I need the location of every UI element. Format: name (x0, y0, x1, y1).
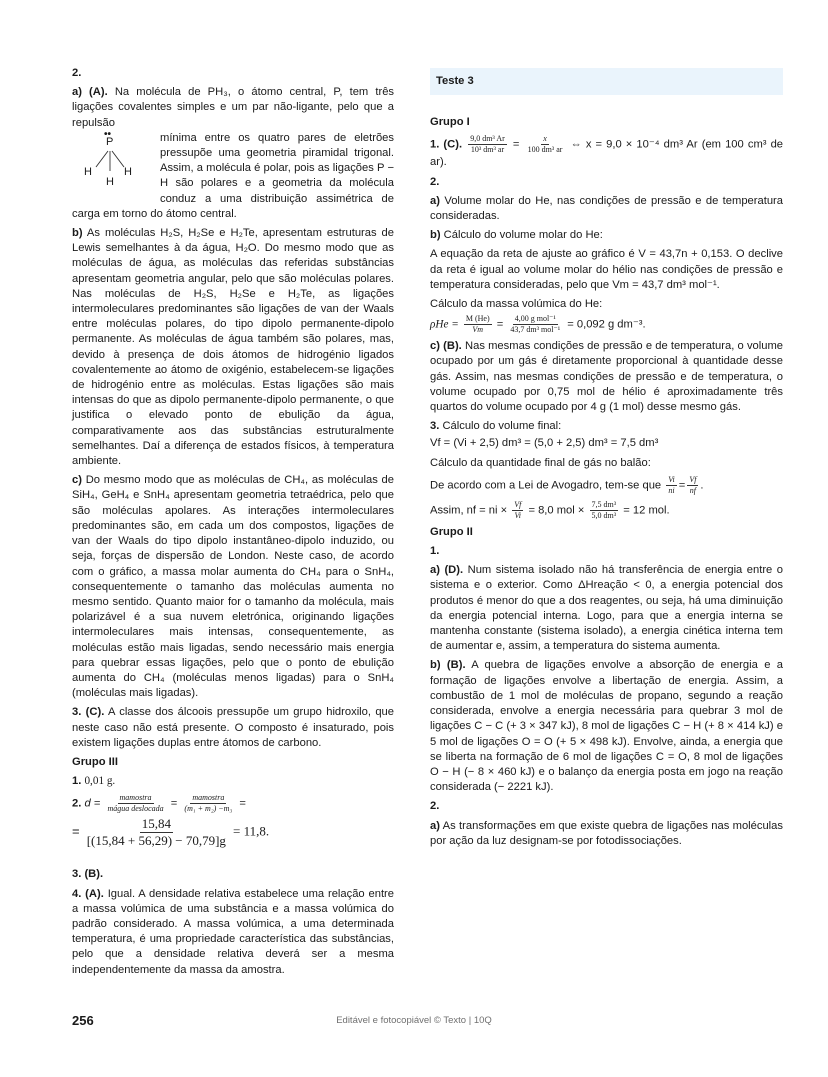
answer-2b-label: b) (72, 227, 83, 240)
fraction-numerator: 7,5 dm³ (591, 499, 617, 509)
grupo-ii-question-1-number: 1. (430, 545, 440, 558)
page-number: 256 (72, 1013, 94, 1028)
fraction-denominator: [(15,84 + 56,29) − 70,79]g (86, 833, 226, 849)
fraction-numerator: mamostra (192, 793, 225, 803)
fraction-denominator: ni (668, 485, 675, 495)
volume-ratio-fraction (512, 500, 523, 521)
answer-2b-text: As moléculas H₂S, H₂Se e H₂Te, apresentam estruturas de Lewis semelhantes à da água, H₂O. Do mesmo modo que as moléculas de água, as moléculas das referidas substâncias apresentam geometria angular, pelo que são moléculas polares. Nas moléculas de H₂S, H₂Se e H₂Te, as ligações intermoleculares predominantes são ligações de van der Waals entre moléculas polares, do tipo dipolo permanente-dipolo permanente. As moléculas de água também são polares, mas, devido à presença de dois átomos de hidrogénio ligados covalentemente ao átomo de oxigénio, estabelecem-se ligações de hidrogénio entre as moléculas. Estas ligações são mais intensas do que as dipolo permanente-dipolo permanente, o que justifica o elevado ponto de ebulição da água, comparativamente aos das substâncias estruturalmente semelhantes. Daí a diferença de estados físicos, à temperatura ambiente. (72, 227, 395, 468)
rho-symbol: ρHe = (430, 318, 459, 331)
grupo-iii-answer-4-text: Igual. A densidade relativa estabelece uma relação entre a massa volúmica de uma substância e a massa volúmica do padrão considerado. A massa volúmica, a uma determinada temperatura, é uma propriedade característica das substâncias, pelo que a densidade relativa deverá ser a mesma independentemente da massa da amostra. (72, 887, 395, 976)
equals-sign: = (678, 479, 686, 492)
grupo-i-answer-2c-text: Nas mesmas condições de pressão e de temperatura, o volume ocupado por um gás é diretamente proporcional à quantidade desse gás. Assim, nas mesmas condições de pressão e de temperatura, o volume ocupado por 0,75 mol de hélio é aproximadamente três quartos do volume ocupado por 4 g (1 mol) desse mesmo gás. (430, 340, 784, 414)
avogadro-fraction-1 (666, 475, 677, 496)
grupo-i-answer-1-result: ⇔ x = 9,0 × 10⁻⁴ dm³ Ar (em 100 cm³ de ar). (430, 138, 784, 169)
grupo-ii-answer-2a-text: As transformações em que existe quebra de ligações nas moléculas por ação da luz designam-se por fotodissociações. (430, 819, 783, 847)
grupo-iii-answer-4-label: 4. (A). (72, 887, 104, 900)
grupo-ii-answer-1a-text: Num sistema isolado não há transferência de energia entre o sistema e o exterior. Como ΔHreação < 0, a energia potencial dos produtos é menor do que a dos reagentes, ou seja, há uma diminuição da energia potencial interna. Logo, para que a energia interna se mantenha constante (sistema isolado), a energia cinética interna tem de aumentar e, assim, a temperatura do sistema aumenta. (430, 564, 783, 653)
grupo-i-answer-2a-label: a) (430, 194, 440, 207)
grupo-i-answer-2a-text: Volume molar do He, nas condições de pressão e de temperatura consideradas. (430, 194, 783, 223)
rho-fraction-2 (508, 314, 562, 335)
final-amount-equation (430, 500, 783, 521)
grupo-iii-answer-1-label: 1. (72, 775, 82, 788)
grupo-i-answer-2a (430, 194, 783, 224)
fraction-denominator: 10³ dm³ ar (470, 145, 505, 155)
equals-sign: = (496, 318, 504, 331)
avogadro-law-line: De acordo com a Lei de Avogadro, tem-se que $\frac{Vi}{ni}$ = $\frac{Vf}{nf}$ . (430, 474, 704, 495)
answer-3-label: 3. (C). (72, 706, 105, 719)
final-volume-equation: Vf = (Vi + 2,5) dm³ = (5,0 + 2,5) dm³ = 7,5 dm³ (430, 437, 659, 450)
final-amount-end: = 12 mol. (623, 504, 670, 517)
grupo-i-answer-3 (430, 419, 783, 434)
answer-2c-label: c) (72, 474, 82, 487)
avogadro-fraction-2 (687, 475, 698, 496)
grupo-iii-title: Grupo III (72, 755, 118, 768)
fraction-numerator: 15,84 (141, 816, 171, 832)
footer-credit: Editável e fotocopiável © Texto | 10Q (336, 1015, 492, 1026)
grupo-ii-question-2-number: 2. (430, 800, 440, 813)
grupo-ii-answer-2a (430, 819, 783, 849)
grupo-i-answer-2b-text: Cálculo do volume molar do He: (443, 229, 603, 242)
question-2-number: 2. (72, 67, 82, 79)
fraction-numerator: Vi (668, 474, 675, 484)
grupo-i-answer-2b (430, 228, 783, 243)
spacer (72, 853, 394, 867)
atom-h-bottom: H (106, 175, 114, 188)
fraction-numerator: mamostra (119, 793, 152, 803)
ph3-molecule-diagram (80, 128, 156, 193)
grupo-ii-answer-1b (430, 658, 783, 795)
fraction-denominator: Vm (472, 325, 484, 335)
left-column (72, 66, 394, 982)
answer-2c-text: Do mesmo modo que as moléculas de CH₄, as moléculas de SiH₄, GeH₄ e SnH₄ apresentam geometria tetraédrica, pelo que são moléculas apolares. As interações intermoleculares predominantes são, em cada um dos compostos, ligações de van der Waals do tipo dipolo instantâneo-dipolo induzido, ou seja, forças de dispersão de London. Neste caso, de acordo com o gráfico, a massa molar aumenta do CH₄ para o SnH₄, consequentemente o tamanho das moléculas aumenta no mesmo sentido. Quanto maior for o tamanho da molécula, mais polarizável é a sua nuvem eletrónica, originando ligações intermoleculares mais intensas, consequentemente, as moléculas estão mais ligadas, sendo necessário mais energia para quebrar essas ligações, pelo que o ponto de ebulição aumenta do CH₄ (moléculas menos ligadas) para o SnH₄ (moléculas mais ligadas). (72, 474, 395, 700)
atom-h-right: H (124, 165, 132, 178)
density-result: = 11,8. (233, 823, 270, 839)
density-fraction-values (85, 816, 228, 849)
equals-sign: = (239, 797, 246, 810)
lone-pair-dots: •• (104, 128, 112, 140)
answer-2a-text-wrap: mínima entre os quatro pares de eletrões pressupõe uma geometria piramidal trigonal. Assim, a molécula é polar, pois as ligações P − H são polares e a geometria da molécula conduz a uma distribuição assimétrica de carga em torno do átomo central. (72, 131, 394, 220)
answer-3 (72, 705, 394, 751)
grupo-iii-answer-3: 3. (B). (72, 868, 104, 881)
grupo-iii-answer-4 (72, 887, 394, 978)
grupo-i-question-2-number: 2. (430, 175, 440, 188)
atom-p: P (106, 135, 114, 148)
grupo-i-answer-1-label: 1. (C). (430, 138, 463, 151)
answer-3-text: A classe dos álcoois pressupõe um grupo hidroxilo, que neste caso não está presente. O composto é insaturado, pois existem ligações duplas entre átomos de carbono. (72, 706, 395, 749)
grupo-i-answer-2c (430, 339, 783, 415)
right-column (430, 66, 783, 853)
density-heading: Cálculo da massa volúmica do He: (430, 298, 603, 311)
grupo-ii-title: Grupo II (430, 525, 473, 538)
density-calculation (72, 816, 394, 849)
fraction-denominator: 5,0 dm³ (591, 510, 617, 520)
density-fraction-1 (105, 793, 165, 814)
atom-h-left: H (84, 165, 92, 178)
fraction-denominator: Vi (514, 510, 522, 520)
answer-2c (72, 473, 394, 701)
fraction-denominator: 43,7 dm³ mol⁻¹ (510, 325, 561, 335)
grupo-i-answer-3-label: 3. (430, 420, 440, 433)
grupo-iii-answer-2-label: 2. (72, 797, 82, 810)
test-title-bar: Teste 3 (430, 68, 783, 95)
rho-result: = 0,092 g dm⁻³. (567, 318, 646, 331)
final-amount-heading: Cálculo da quantidade final de gás no balão: (430, 456, 651, 469)
argon-fraction-2 (526, 134, 565, 155)
equals-sign: = (512, 138, 520, 151)
fraction-numerator: 9,0 dm³ Ar (470, 134, 505, 144)
fraction-denominator: nf (689, 485, 696, 495)
argon-fraction-1 (468, 134, 507, 155)
fraction-denominator: 100 dm³ ar (527, 145, 563, 155)
avogadro-text: De acordo com a Lei de Avogadro, tem-se que (430, 479, 662, 492)
fraction-numerator: 4,00 g mol⁻¹ (514, 314, 556, 324)
answer-2a-label: a) (A). (72, 86, 108, 99)
density-symbol: d = (84, 797, 101, 810)
final-amount-start: Assim, nf = ni × (430, 504, 508, 517)
equals-sign: = (72, 823, 80, 839)
grupo-ii-answer-1a (430, 563, 783, 654)
grupo-ii-answer-1b-label: b) (B). (430, 659, 466, 672)
fraction-denominator: (m₁ + m₂) −m₃ (184, 804, 233, 814)
grupo-i-answer-2c-label: c) (B). (430, 340, 462, 353)
fraction-numerator: x (543, 134, 547, 144)
equals-sign: = (170, 797, 178, 810)
grupo-ii-answer-2a-label: a) (430, 819, 440, 832)
grupo-i-answer-1 (430, 134, 783, 170)
answer-2b (72, 226, 394, 469)
volume-values-fraction (590, 500, 619, 521)
fraction-denominator: mágua deslocada (107, 804, 164, 814)
grupo-i-title: Grupo I (430, 116, 470, 129)
grupo-i-answer-3-text: Cálculo do volume final: (442, 420, 562, 433)
fraction-numerator: Vf (689, 474, 697, 484)
grupo-iii-answer-2 (72, 793, 394, 814)
fraction-numerator: M (He) (465, 314, 490, 324)
grupo-iii-answer-1 (72, 774, 394, 789)
helium-density-equation (430, 314, 783, 335)
answer-2a (72, 85, 394, 131)
grupo-iii-answer-1-text: 0,01 g. (84, 775, 116, 788)
answer-2a-text-before: Na molécula de PH₃, o átomo central, P, tem três ligações covalentes simples e um par não-ligante, pelo que a repulsão (72, 86, 395, 129)
fraction-numerator: Vf (514, 499, 522, 509)
grupo-ii-answer-1b-text: A quebra de ligações envolve a absorção de energia e a formação de ligações envolve a libertação de energia. Assim, a combustão de 1 mol de moléculas de propano, segundo a reação considerada, envolve a energia necessária para quebrar 3 mol de ligações C − C (+ 3 × 347 kJ), 8 mol de ligações C − H (+ 8 × 414 kJ) e 5 mol de ligações O = O (+ 5 × 498 kJ). Envolve, ainda, a energia que se liberta na formação de 6 mol de ligações C = O, 8 mol de ligações O − H (− 8 × 460 kJ) e o balanço da energia posta em jogo na reação considerada (− 2221 kJ). (430, 659, 783, 794)
rho-fraction-1 (464, 314, 492, 335)
final-amount-mid: = 8,0 mol × (528, 504, 585, 517)
molar-volume-paragraph: A equação da reta de ajuste ao gráfico é V = 43,7n + 0,153. O declive da reta é igual ao volume molar do hélio nas condições de pressão e temperatura consideradas, pelo que Vm = 43,7 dm³ mol⁻¹. (430, 248, 783, 291)
grupo-i-answer-2b-label: b) (430, 229, 441, 242)
grupo-ii-answer-1a-label: a) (D). (430, 564, 464, 577)
answer-2a-wrap (72, 128, 394, 222)
density-fraction-2 (182, 793, 234, 814)
